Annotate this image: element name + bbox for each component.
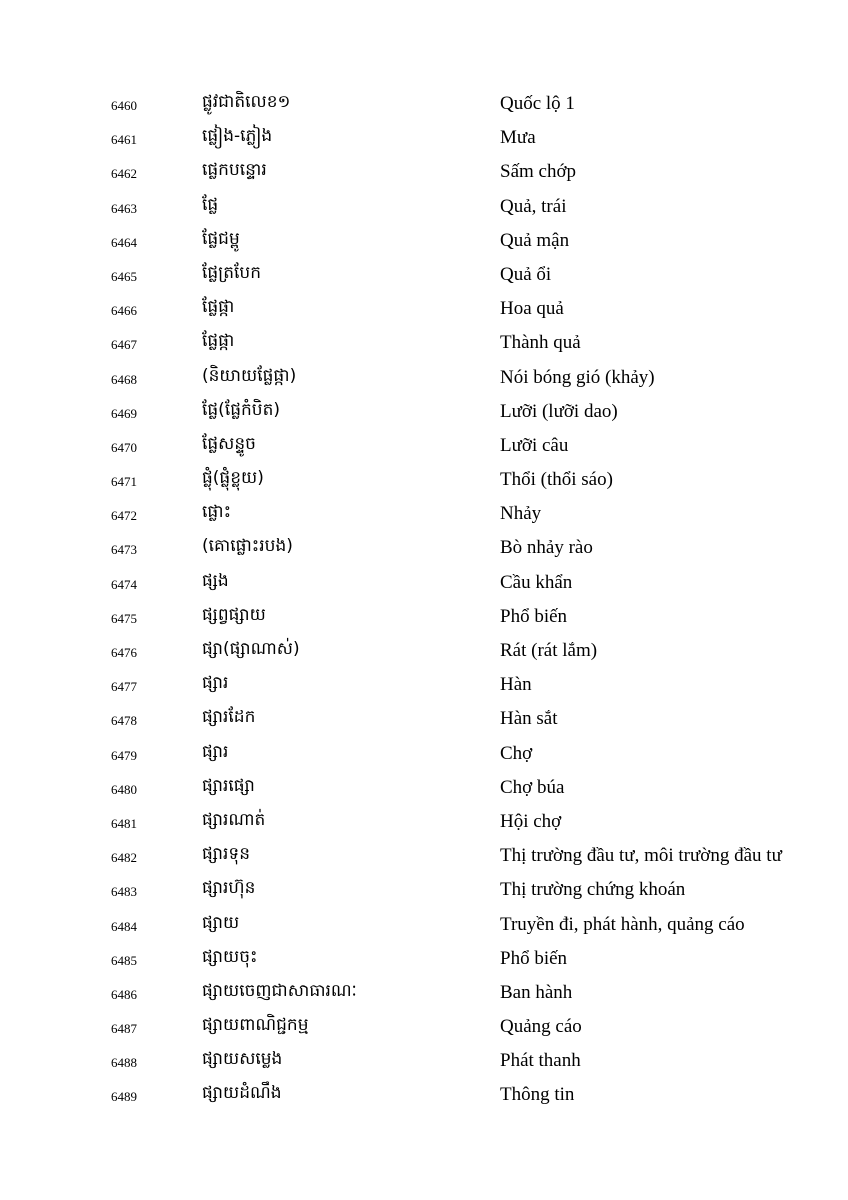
entry-number: 6468: [111, 371, 137, 387]
dictionary-entry: [0, 566, 848, 600]
entry-number: 6473: [111, 542, 137, 558]
entry-number: 6471: [111, 474, 137, 490]
entry-number: 6487: [111, 1021, 137, 1037]
khmer-term: (និយាយផ្លែផ្កា): [202, 365, 297, 386]
khmer-term: ផ្លែផ្កា: [202, 331, 235, 352]
entry-number: 6467: [111, 337, 137, 353]
dictionary-entry: [0, 702, 848, 736]
khmer-term: ផ្លែ: [202, 194, 219, 215]
vietnamese-translation: Thị trường chứng khoán: [500, 879, 686, 901]
vietnamese-translation: Lưỡi (lưỡi dao): [500, 400, 618, 422]
khmer-term: ផ្សារផ្សោ: [202, 775, 255, 796]
khmer-term: ផ្សាយសម្លេង: [202, 1049, 283, 1070]
khmer-term: ផ្លែ(ផ្លែកំបិត): [202, 399, 281, 420]
vietnamese-translation: Lưỡi câu: [500, 434, 569, 456]
entry-number: 6469: [111, 405, 137, 421]
entry-number: 6485: [111, 952, 137, 968]
entry-number: 6489: [111, 1089, 137, 1105]
vietnamese-translation: Cầu khẩn: [500, 571, 573, 593]
entry-number: 6462: [111, 166, 137, 182]
dictionary-entry: [0, 839, 848, 873]
dictionary-entry: [0, 531, 848, 565]
khmer-term: ផ្សារ: [202, 673, 229, 694]
dictionary-entry: [0, 326, 848, 360]
entry-number: 6475: [111, 610, 137, 626]
vietnamese-translation: Mưa: [500, 127, 536, 149]
entry-number: 6472: [111, 508, 137, 524]
khmer-term: ផ្សាយចុះ: [202, 946, 258, 967]
vietnamese-translation: Hoa quả: [500, 298, 564, 320]
vietnamese-translation: Quả ổi: [500, 263, 552, 285]
entry-number: 6479: [111, 747, 137, 763]
dictionary-entry: [0, 87, 848, 121]
vietnamese-translation: Rát (rát lắm): [500, 640, 598, 661]
vietnamese-translation: Thông tin: [500, 1084, 575, 1106]
khmer-term: ផ្លោះ: [202, 502, 232, 523]
entry-number: 6461: [111, 132, 137, 148]
vietnamese-translation: Truyền đi, phát hành, quảng cáo: [500, 913, 745, 935]
dictionary-entry: [0, 497, 848, 531]
khmer-term: ផ្សារហ៊ុន: [202, 878, 256, 899]
dictionary-entry: [0, 224, 848, 258]
vietnamese-translation: Thổi (thổi sáo): [500, 469, 613, 491]
vietnamese-translation: Quốc lộ 1: [500, 93, 575, 114]
entry-number: 6488: [111, 1055, 137, 1071]
entry-number: 6483: [111, 884, 137, 900]
khmer-term: ផ្សព្វផ្សាយ: [202, 604, 266, 625]
vietnamese-translation: Hàn sắt: [500, 708, 558, 730]
dictionary-entry: [0, 395, 848, 429]
dictionary-entry: [0, 1044, 848, 1078]
dictionary-entry: [0, 361, 848, 395]
khmer-term: ផ្លែត្របែក: [202, 262, 262, 283]
khmer-term: ផ្លែជម្ពូ: [202, 228, 240, 249]
entry-number: 6481: [111, 815, 137, 831]
dictionary-entry: [0, 1010, 848, 1044]
khmer-term: ផ្សាយដំណឹង: [202, 1083, 282, 1104]
dictionary-entry: [0, 737, 848, 771]
dictionary-entry: [0, 976, 848, 1010]
khmer-term: ផ្លែផ្កា: [202, 297, 235, 318]
vietnamese-translation: Quả, trái: [500, 195, 567, 217]
dictionary-entry: [0, 873, 848, 907]
khmer-term: ផ្សារណាត់: [202, 809, 266, 830]
vietnamese-translation: Phổ biến: [500, 605, 568, 627]
entry-number: 6464: [111, 234, 137, 250]
khmer-term: ផ្សាយ: [202, 912, 240, 933]
entry-number: 6463: [111, 200, 137, 216]
khmer-term: (គោផ្លោះរបង): [202, 536, 293, 557]
vietnamese-translation: Hội chợ: [500, 810, 562, 832]
dictionary-entry: [0, 155, 848, 189]
khmer-term: ផ្លែសន្ទូច: [202, 433, 256, 454]
dictionary-entry: [0, 1078, 848, 1112]
entry-number: 6484: [111, 918, 137, 934]
khmer-term: ផ្លេកបន្ទោរ: [202, 160, 267, 181]
entry-number: 6476: [111, 645, 137, 660]
dictionary-entry: [0, 292, 848, 326]
dictionary-entry: [0, 668, 848, 702]
vietnamese-translation: Thị trường đầu tư, môi trường đầu tư: [500, 845, 782, 867]
dictionary-entry: [0, 258, 848, 292]
khmer-term: ផ្លុំ(ផ្លុំខ្លុយ): [202, 468, 264, 489]
vietnamese-translation: Chợ búa: [500, 776, 565, 798]
dictionary-entry: [0, 771, 848, 805]
entry-number: 6477: [111, 679, 137, 695]
vietnamese-translation: Quả mận: [500, 229, 570, 251]
vietnamese-translation: Phát thanh: [500, 1050, 581, 1072]
vietnamese-translation: Nhảy: [500, 503, 542, 525]
dictionary-entry: [0, 190, 848, 224]
dictionary-entry: [0, 908, 848, 942]
dictionary-entry: [0, 429, 848, 463]
entry-number: 6460: [111, 98, 137, 113]
khmer-term: ផ្លូវជាតិលេខ១: [202, 92, 291, 112]
dictionary-entry: [0, 600, 848, 634]
dictionary-entry: [0, 463, 848, 497]
khmer-term: ផ្លៀង-ភ្លៀង: [202, 126, 273, 147]
khmer-term: ផ្សាយពាណិជ្ជកម្ម: [202, 1015, 309, 1036]
dictionary-entry: [0, 942, 848, 976]
khmer-term: ផ្សារ: [202, 741, 229, 762]
khmer-term: ផ្សារទុន: [202, 844, 250, 865]
vietnamese-translation: Nói bóng gió (khảy): [500, 366, 655, 388]
entry-number: 6478: [111, 713, 137, 729]
vietnamese-translation: Sấm chớp: [500, 161, 577, 183]
entry-number: 6482: [111, 850, 137, 866]
khmer-term: ផ្សារដែក: [202, 707, 256, 728]
dictionary-entry: [0, 805, 848, 839]
entry-number: 6470: [111, 439, 137, 455]
khmer-term: ផ្សាយចេញជាសាធារណៈ: [202, 980, 357, 1001]
entry-number: 6465: [111, 268, 137, 284]
vietnamese-translation: Chợ: [500, 742, 533, 764]
entry-number: 6486: [111, 986, 137, 1002]
vietnamese-translation: Ban hành: [500, 981, 573, 1003]
vietnamese-translation: Quảng cáo: [500, 1016, 582, 1038]
vietnamese-translation: Phổ biến: [500, 947, 568, 969]
entry-number: 6480: [111, 781, 137, 797]
vietnamese-translation: Thành quả: [500, 332, 581, 354]
khmer-term: ផ្សង: [202, 570, 229, 591]
vietnamese-translation: Bò nhảy rào: [500, 537, 593, 559]
vietnamese-translation: Hàn: [500, 674, 532, 696]
khmer-term: ផ្សា(ផ្សាណាស់): [202, 639, 300, 659]
dictionary-entry: [0, 121, 848, 155]
dictionary-entry-list: [0, 87, 848, 1113]
entry-number: 6466: [111, 303, 137, 319]
dictionary-entry: [0, 634, 848, 668]
entry-number: 6474: [111, 576, 137, 592]
